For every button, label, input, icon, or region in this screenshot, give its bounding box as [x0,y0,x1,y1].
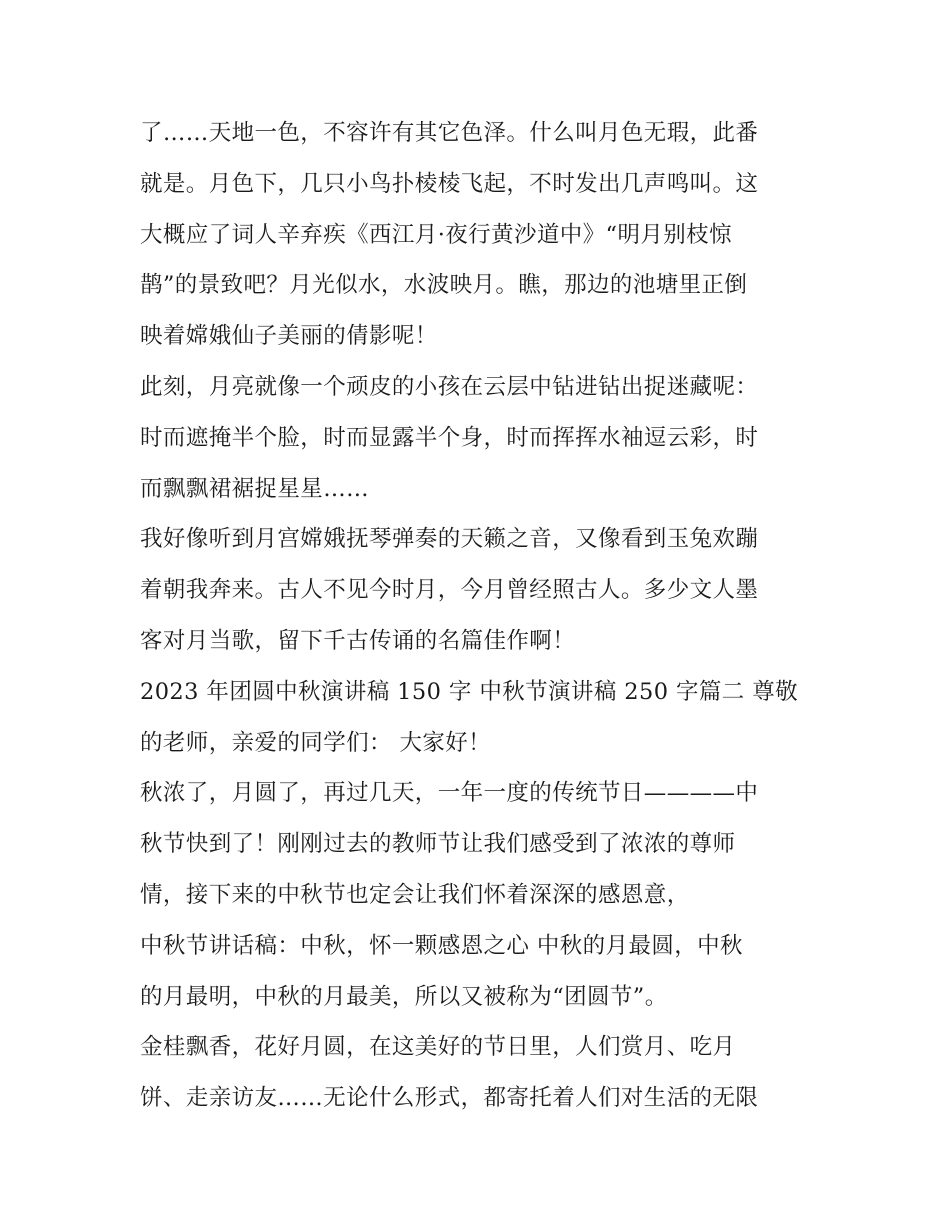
text-line: 大概应了词人辛弃疾《西江月·夜行黄沙道中》“明月别枝惊 [140,221,732,248]
text-line: 秋节快到了！刚刚过去的教师节让我们感受到了浓浓的尊师 [140,831,736,858]
text-line: 鹊”的景致吧？月光似水，水波映月。瞧，那边的池塘里正倒 [140,272,748,299]
text-line: 秋浓了，月圆了，再过几天，一年一度的传统节日————中 [140,780,759,807]
text-line: 客对月当歌，留下千古传诵的名篇佳作啊！ [140,627,576,654]
text-line: 而飘飘裙裾捉星星…… [140,475,370,502]
text-line: 饼、走亲访友……无论什么形式，都寄托着人们对生活的无限 [140,1085,759,1112]
text-line: 了……天地一色，不容许有其它色泽。什么叫月色无瑕，此番 [140,120,759,146]
text-line: 2023 年团圆中秋演讲稿 150 字 中秋节演讲稿 250 字篇二 尊敬 [140,678,799,705]
text-line: 中秋节讲话稿：中秋，怀一颗感恩之心 中秋的月最圆，中秋 [140,932,743,959]
text-line: 的月最明，中秋的月最美，所以又被称为“团圆节”。 [140,983,668,1010]
text-line: 时而遮掩半个脸，时而显露半个身，时而挥挥水袖逗云彩，时 [140,424,759,451]
text-line: 映着嫦娥仙子美丽的倩影呢！ [140,323,438,350]
document-body [140,108,812,1124]
text-line: 此刻，月亮就像一个顽皮的小孩在云层中钻进钻出捉迷藏呢： [140,373,759,400]
text-line: 我好像听到月宫嫦娥抚琴弹奏的天籁之音，又像看到玉兔欢蹦 [140,526,759,553]
text-line: 的老师，亲爱的同学们： 大家好！ [140,729,492,756]
text-line: 情，接下来的中秋节也定会让我们怀着深深的感恩意， [140,881,690,908]
text-line: 金桂飘香，花好月圆，在这美好的节日里，人们赏月、吃月 [140,1034,736,1061]
text-line: 就是。月色下，几只小鸟扑棱棱飞起，不时发出几声鸣叫。这 [140,170,759,197]
text-line: 着朝我奔来。古人不见今时月，今月曾经照古人。多少文人墨 [140,577,759,604]
